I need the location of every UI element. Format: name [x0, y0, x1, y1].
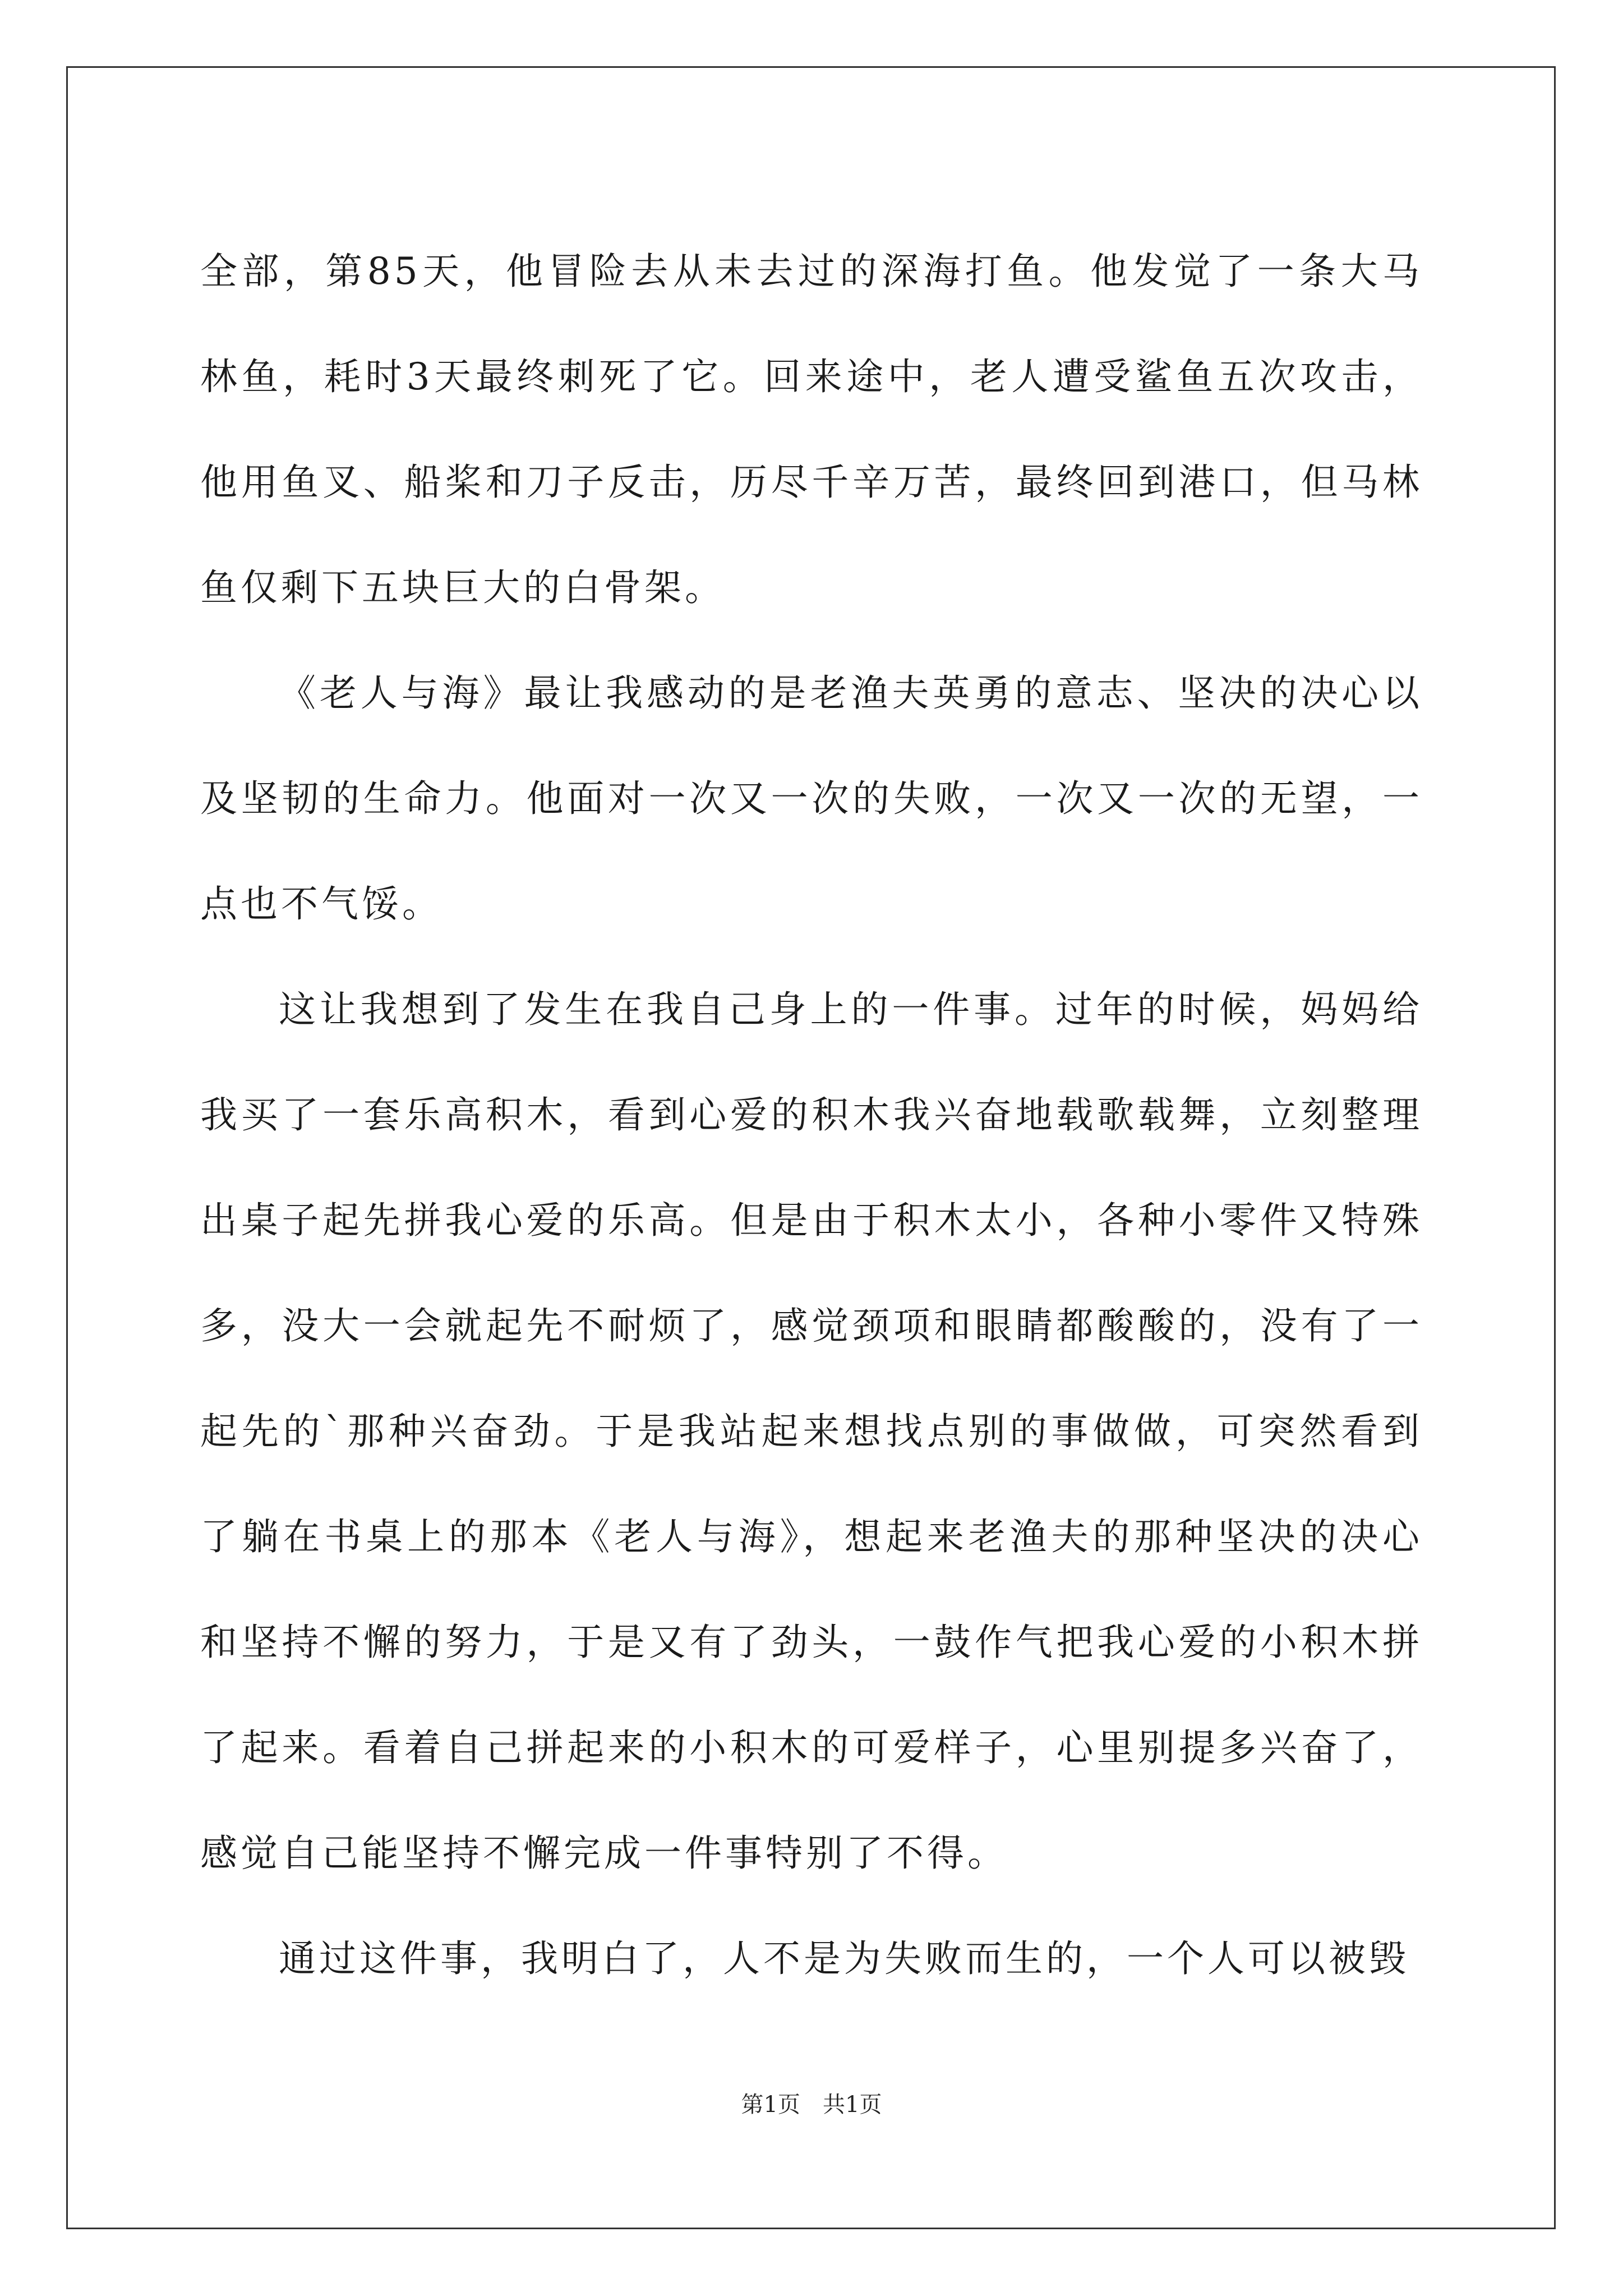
page-number-label: 第1页 共1页 — [741, 2092, 882, 2118]
document-body — [200, 219, 1423, 2012]
paragraph-2: 《老人与海》最让我感动的是老渔夫英勇的意志、坚决的决心以及坚韧的生命力。他面对一次又一次的失败，一次又一次的无望，一点也不气馁。 — [200, 671, 1423, 926]
paragraph-4: 通过这件事，我明白了，人不是为失败而生的，一个人可以被毁 — [279, 1937, 1409, 1980]
paragraph-1: 全部，第85天，他冒险去从未去过的深海打鱼。他发觉了一条大马林鱼，耗时3天最终刺死了它。回来途中，老人遭受鲨鱼五次攻击，他用鱼叉、船桨和刀子反击，历尽千辛万苦，最终回到港口，但马林鱼仅剩下五块巨大的白骨架。 — [200, 250, 1423, 609]
page-footer — [0, 2087, 1623, 2119]
paragraph-3: 这让我想到了发生在我自己身上的一件事。过年的时候，妈妈给我买了一套乐高积木，看到心爱的积木我兴奋地载歌载舞，立刻整理出桌子起先拼我心爱的乐高。但是由于积木太小，各种小零件又特殊多，没大一会就起先不耐烦了，感觉颈项和眼睛都酸酸的，没有了一起先的`那种兴奋劲。于是我站起来想找点别的事做做，可突然看到了躺在书桌上的那本《老人与海》，想起来老渔夫的那种坚决的决心和坚持不懈的努力，于是又有了劲头，一鼓作气把我心爱的小积木拼了起来。看着自己拼起来的小积木的可爱样子，心里别提多兴奋了，感觉自己能坚持不懈完成一件事特别了不得。 — [200, 988, 1423, 1875]
